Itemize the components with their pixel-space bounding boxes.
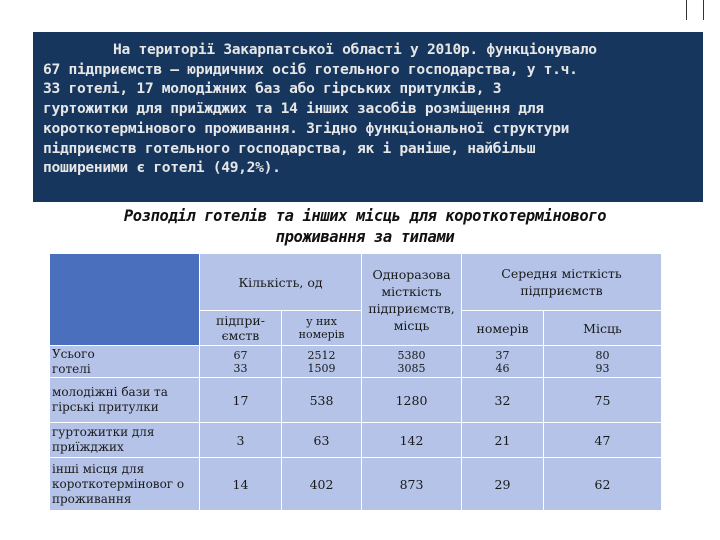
cell-value: 37 bbox=[495, 348, 510, 362]
table-title-line: Розподіл готелів та інших місць для короткотермінового bbox=[123, 207, 607, 225]
header-corner bbox=[50, 254, 200, 346]
header-rooms-of-them: у них номерів bbox=[282, 311, 362, 346]
cell-capacity: 873 bbox=[362, 458, 462, 511]
cell-avg-places bbox=[544, 346, 662, 378]
cell-enterprises: 17 bbox=[200, 378, 282, 423]
header-count-group: Кількість, од bbox=[200, 254, 362, 311]
intro-line: На території Закарпатської області у 2010р. функціонувало bbox=[113, 41, 597, 58]
cell-avg-rooms: 21 bbox=[462, 423, 544, 458]
intro-line: підприємств готельного господарства, як і раніше, найбільш bbox=[43, 139, 536, 157]
cell-avg-places: 75 bbox=[544, 378, 662, 423]
row-label: молодіжні бази та гірські притулки bbox=[50, 378, 200, 423]
table-row bbox=[50, 346, 662, 378]
row-label-line: Усього bbox=[52, 346, 95, 361]
cell-capacity: 142 bbox=[362, 423, 462, 458]
cell-value: 5380 bbox=[397, 348, 426, 362]
row-label bbox=[50, 346, 200, 378]
cell-rooms: 538 bbox=[282, 378, 362, 423]
table-title-line: проживання за типами bbox=[275, 228, 455, 246]
header-rooms: номерів bbox=[462, 311, 544, 346]
cell-value: 46 bbox=[495, 361, 510, 375]
cell-value: 3085 bbox=[397, 361, 426, 375]
cell-avg-rooms: 29 bbox=[462, 458, 544, 511]
cell-value: 80 bbox=[595, 348, 610, 362]
cell-enterprises bbox=[200, 346, 282, 378]
hotels-table bbox=[49, 253, 662, 511]
cell-enterprises: 14 bbox=[200, 458, 282, 511]
cell-rooms: 402 bbox=[282, 458, 362, 511]
table-row bbox=[50, 458, 662, 511]
table-row bbox=[50, 378, 662, 423]
intro-line: 33 готелі, 17 молодіжних баз або гірських притулків, 3 bbox=[43, 80, 502, 98]
table-row bbox=[50, 423, 662, 458]
cell-value: 93 bbox=[595, 361, 610, 375]
table-title bbox=[60, 206, 670, 248]
intro-text-box bbox=[33, 32, 703, 202]
cell-value: 1509 bbox=[307, 361, 336, 375]
cell-avg-rooms bbox=[462, 346, 544, 378]
top-bar bbox=[0, 0, 720, 20]
header-places: Місць bbox=[544, 311, 662, 346]
header-avg-capacity: Середня місткість підприємств bbox=[462, 254, 662, 311]
cell-rooms: 63 bbox=[282, 423, 362, 458]
row-label: інші місця для короткотерміновог о проживання bbox=[50, 458, 200, 511]
divider-line bbox=[703, 0, 704, 20]
cell-enterprises: 3 bbox=[200, 423, 282, 458]
cell-avg-places: 62 bbox=[544, 458, 662, 511]
cell-value: 33 bbox=[233, 361, 248, 375]
cell-value: 2512 bbox=[307, 348, 336, 362]
cell-avg-rooms: 32 bbox=[462, 378, 544, 423]
row-label-line: готелі bbox=[52, 361, 91, 376]
cell-avg-places: 47 bbox=[544, 423, 662, 458]
intro-line: гуртожитки для приїжджих та 14 інших засобів розміщення для bbox=[43, 100, 544, 118]
row-label: гуртожитки для приїжджих bbox=[50, 423, 200, 458]
cell-rooms bbox=[282, 346, 362, 378]
header-capacity: Одноразова місткість підприємств, місць bbox=[362, 254, 462, 346]
intro-line: поширеними є готелі (49,2%). bbox=[43, 159, 281, 177]
intro-line: 67 підприємств – юридичних осіб готельного господарства, у т.ч. bbox=[43, 60, 578, 78]
cell-capacity: 1280 bbox=[362, 378, 462, 423]
header-row bbox=[50, 254, 662, 311]
cell-capacity bbox=[362, 346, 462, 378]
cell-value: 67 bbox=[233, 348, 248, 362]
divider-line bbox=[686, 0, 687, 20]
intro-line: короткотермінового проживання. Згідно функціональної структури bbox=[43, 119, 570, 137]
header-enterprises: підпри-ємств bbox=[200, 311, 282, 346]
